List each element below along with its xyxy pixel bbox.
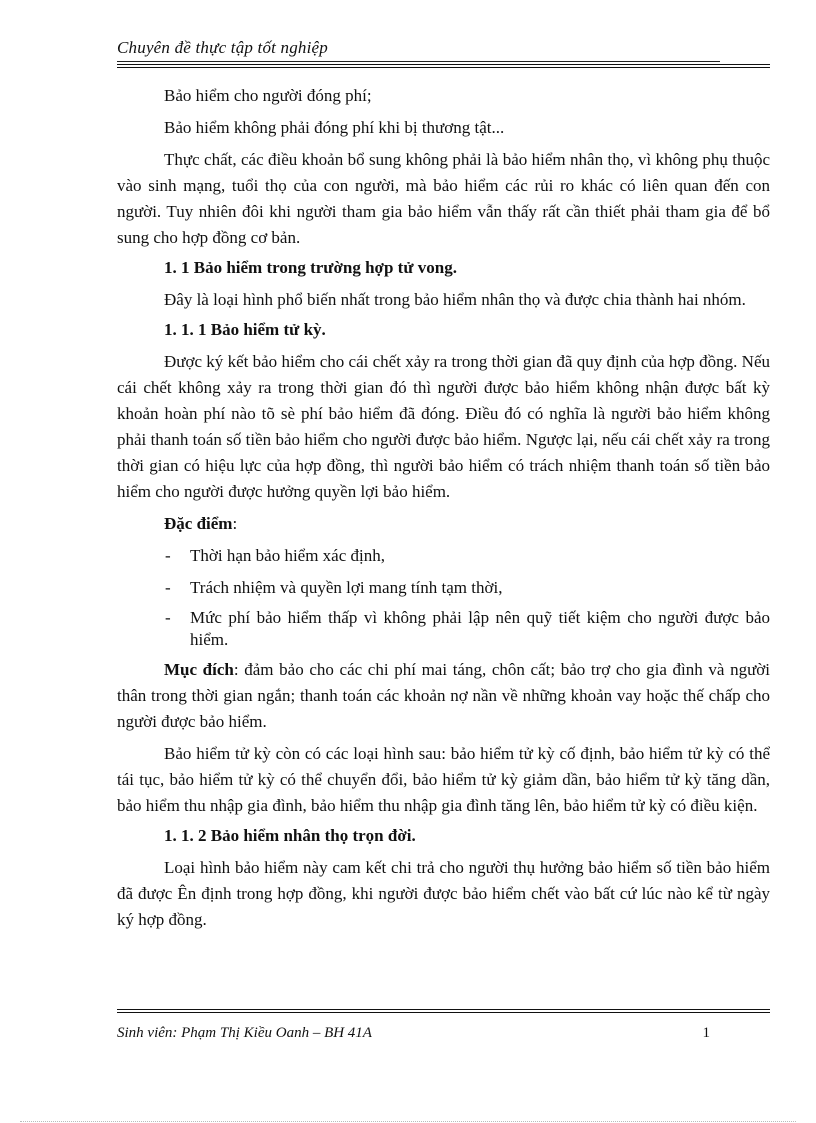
list-item-text: Mức phí bảo hiểm thấp vì không phải lập nên quỹ tiết kiệm cho người được bảo hiểm. bbox=[190, 608, 770, 649]
purpose-label: Mục đích bbox=[164, 660, 234, 679]
section-heading: 1. 1 Bảo hiểm trong trường hợp tử vong. bbox=[164, 258, 457, 277]
section-heading: 1. 1. 2 Bảo hiểm nhân thọ trọn đời. bbox=[164, 826, 416, 845]
footer-student: Sinh viên: Phạm Thị Kiều Oanh – BH 41A bbox=[117, 1025, 372, 1041]
list-item bbox=[117, 543, 770, 569]
header-rule-double bbox=[117, 64, 770, 68]
paragraph: Đây là loại hình phổ biến nhất trong bảo hiểm nhân thọ và được chia thành hai nhóm. bbox=[164, 290, 746, 309]
page-header-title: Chuyên đề thực tập tốt nghiệp bbox=[117, 38, 329, 57]
purpose-text: : đảm bảo cho các chi phí mai táng, chôn cất; bảo trợ cho gia đình và người thân trong thời gian ngắn; thanh toán các khoản nợ nần về những khoản vay hoặc thế chấp cho người được bảo hiểm. bbox=[117, 660, 770, 731]
list-dash: - bbox=[165, 578, 171, 597]
list-item bbox=[117, 575, 770, 601]
list-item-text: Thời hạn bảo hiểm xác định, bbox=[190, 546, 385, 565]
paragraph: Được ký kết bảo hiểm cho cái chết xảy ra trong thời gian đã quy định của hợp đồng. Nếu cái chết không xảy ra trong thời gian đó thì người được bảo hiểm không nhận được bất kỳ khoản hoàn phí nào tõ sè phí bảo hiểm đã đóng. Điều đó có nghĩa là người bảo hiểm không phải thanh toán số tiền bảo hiểm cho người được bảo hiểm. Ngược lại, nếu cái chết xảy ra trong thời gian có hiệu lực của hợp đồng, thì người bảo hiểm có trách nhiệm thanh toán số tiền bảo hiểm cho người được hưởng quyền lợi bảo hiểm. bbox=[117, 352, 770, 501]
paragraph: Bảo hiểm không phải đóng phí khi bị thương tật... bbox=[164, 118, 505, 137]
page-edge-dotted bbox=[20, 1121, 796, 1122]
list-item-text: Trách nhiệm và quyền lợi mang tính tạm thời, bbox=[190, 578, 503, 597]
page-footer bbox=[117, 1025, 710, 1042]
paragraph bbox=[117, 657, 770, 735]
paragraph: Thực chất, các điều khoản bổ sung không phải là bảo hiểm nhân thọ, vì không phụ thuộc vào sinh mạng, tuổi thọ của con người, mà bảo hiểm các rủi ro khác có liên quan đến con người. Tuy nhiên đôi khi người tham gia bảo hiểm vẫn thấy rất cần thiết phải tham gia để bổ sung cho hợp đồng cơ bản. bbox=[117, 150, 770, 247]
page-number: 1 bbox=[702, 1025, 710, 1041]
paragraph: Bảo hiểm tử kỳ còn có các loại hình sau: bảo hiểm tử kỳ cố định, bảo hiểm tử kỳ có thể tái tục, bảo hiểm tử kỳ có thể chuyển đổi, bảo hiểm tử kỳ giảm dần, bảo hiểm tử kỳ tăng dần, bảo hiểm thu nhập gia đình, bảo hiểm thu nhập gia đình tăng lên, bảo hiểm tử kỳ có điều kiện. bbox=[117, 744, 770, 815]
features-colon: : bbox=[232, 514, 238, 533]
list-dash: - bbox=[165, 608, 171, 627]
paragraph: Loại hình bảo hiểm này cam kết chi trả cho người thụ hưởng bảo hiểm số tiền bảo hiểm đã được Ên định trong hợp đồng, khi người được bảo hiểm chết vào bất cứ lúc nào kể từ ngày ký hợp đồng. bbox=[117, 858, 770, 929]
features-heading bbox=[117, 511, 770, 537]
features-label: Đặc điểm bbox=[164, 514, 233, 533]
document-body bbox=[117, 83, 770, 933]
list-dash: - bbox=[165, 546, 171, 565]
section-heading: 1. 1. 1 Bảo hiểm tử kỳ. bbox=[164, 320, 326, 339]
list-item bbox=[117, 607, 770, 651]
paragraph: Bảo hiểm cho người đóng phí; bbox=[164, 86, 372, 105]
header-rule-thin bbox=[117, 61, 720, 62]
footer-rule-double bbox=[117, 1009, 770, 1013]
